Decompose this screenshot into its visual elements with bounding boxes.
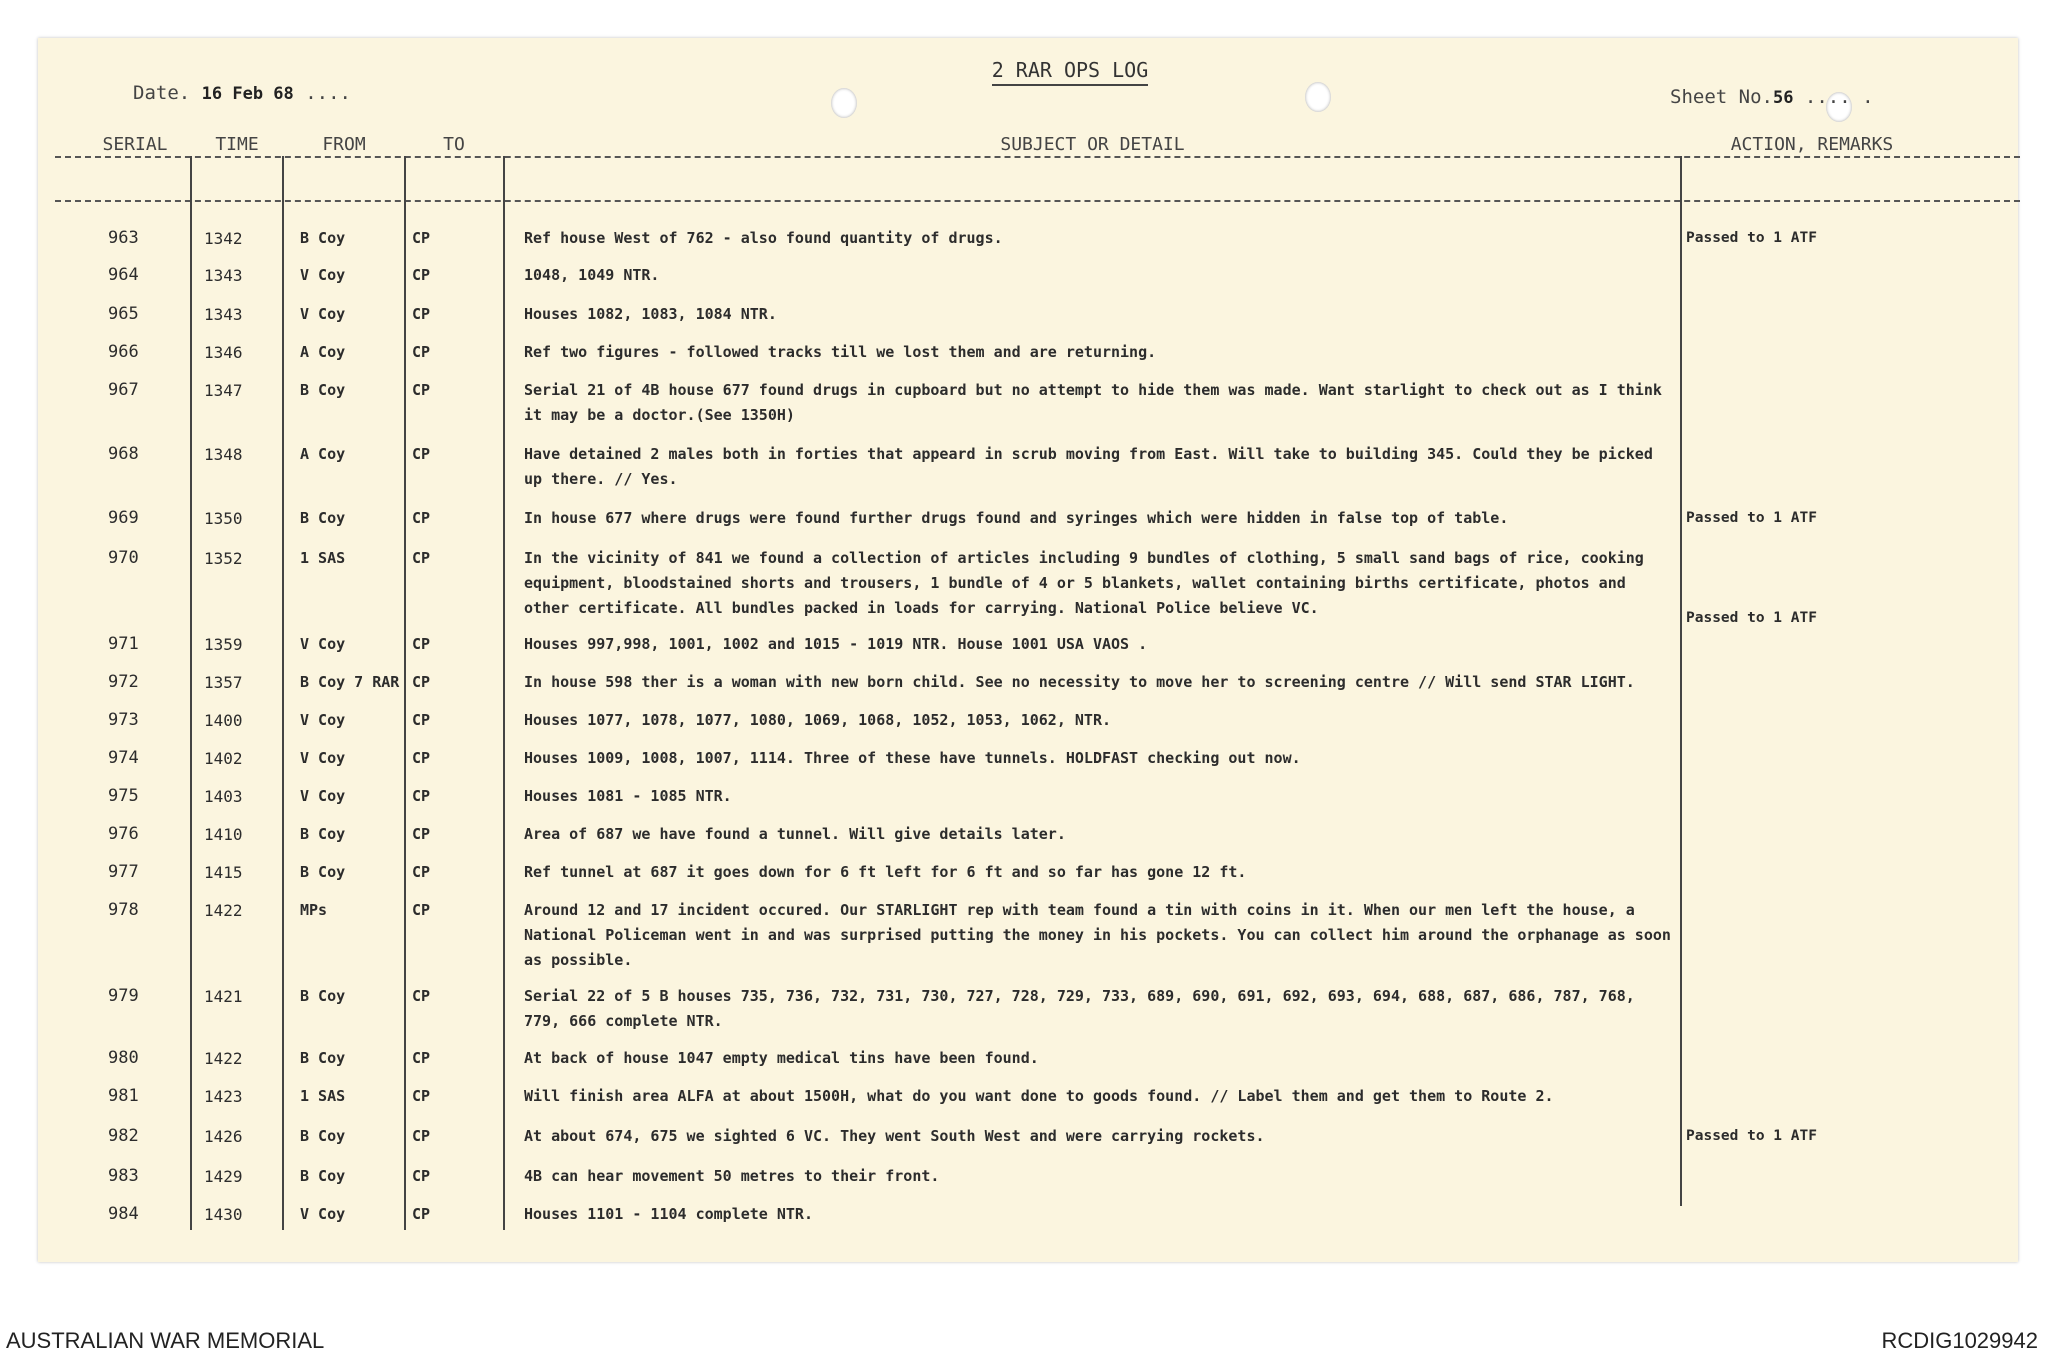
- time-cell: 1429: [204, 1167, 243, 1186]
- to-cell: CP: [412, 509, 431, 527]
- time-cell: 1421: [204, 987, 243, 1006]
- time-cell: 1415: [204, 863, 243, 882]
- header-subject-detail: SUBJECT OR DETAIL: [1000, 134, 1185, 155]
- serial-cell: 968: [108, 444, 139, 464]
- time-cell: 1426: [204, 1127, 243, 1146]
- header-time: TIME: [215, 134, 259, 155]
- detail-cell: Area of 687 we have found a tunnel. Will give details later.: [524, 825, 1066, 843]
- from-cell: B Coy: [300, 863, 346, 881]
- from-cell: B Coy: [300, 1049, 346, 1067]
- from-cell: V Coy: [300, 266, 346, 284]
- time-cell: 1357: [204, 673, 243, 692]
- column-divider: [1680, 156, 1682, 1206]
- serial-cell: 981: [108, 1086, 139, 1106]
- time-cell: 1352: [204, 549, 243, 568]
- detail-cell: Houses 1101 - 1104 complete NTR.: [524, 1205, 813, 1223]
- to-cell: CP: [412, 229, 431, 247]
- detail-cell: Will finish area ALFA at about 1500H, what do you want done to goods found. // Label them and get them to Route 2.: [524, 1087, 1554, 1105]
- time-cell: 1350: [204, 509, 243, 528]
- from-cell: B Coy: [300, 1167, 346, 1185]
- to-cell: CP: [412, 711, 431, 729]
- time-cell: 1402: [204, 749, 243, 768]
- action-cell: Passed to 1 ATF: [1686, 510, 1817, 526]
- to-cell: CP: [412, 749, 431, 767]
- to-cell: CP: [412, 673, 431, 691]
- column-divider: [190, 156, 192, 1230]
- to-cell: CP: [412, 863, 431, 881]
- serial-cell: 963: [108, 228, 139, 248]
- serial-cell: 966: [108, 342, 139, 362]
- to-cell: CP: [412, 987, 431, 1005]
- from-cell: 1 SAS: [300, 1087, 346, 1105]
- header-from: FROM: [322, 134, 366, 155]
- detail-cell: Houses 1009, 1008, 1007, 1114. Three of these have tunnels. HOLDFAST checking out now.: [524, 749, 1301, 767]
- from-cell: V Coy: [300, 787, 346, 805]
- action-cell: Passed to 1 ATF: [1686, 1128, 1817, 1144]
- to-cell: CP: [412, 825, 431, 843]
- punch-hole: [1305, 82, 1331, 112]
- serial-cell: 984: [108, 1204, 139, 1224]
- detail-cell: Have detained 2 males both in forties that appeard in scrub moving from East. Will take to building 345. Could they be picked up there. // Yes.: [524, 445, 1653, 488]
- from-cell: A Coy: [300, 445, 346, 463]
- serial-cell: 964: [108, 265, 139, 285]
- date-value: 16 Feb 68: [201, 84, 294, 104]
- from-cell: V Coy: [300, 711, 346, 729]
- detail-cell: Houses 997,998, 1001, 1002 and 1015 - 1019 NTR. House 1001 USA VAOS .: [524, 635, 1148, 653]
- from-cell: A Coy: [300, 343, 346, 361]
- to-cell: CP: [412, 381, 431, 399]
- to-cell: CP: [412, 1049, 431, 1067]
- from-cell: V Coy: [300, 749, 346, 767]
- detail-cell: In house 598 ther is a woman with new born child. See no necessity to move her to screening centre // Will send STAR LIGHT.: [524, 673, 1635, 691]
- time-cell: 1423: [204, 1087, 243, 1106]
- from-cell: B Coy: [300, 1127, 346, 1145]
- time-cell: 1359: [204, 635, 243, 654]
- to-cell: CP: [412, 1167, 431, 1185]
- detail-cell: In the vicinity of 841 we found a collection of articles including 9 bundles of clothing, 5 small sand bags of rice, cooking equipment, bloodstained shorts and trousers, 1 bundle of 4 or 5 blankets, wallet containing births certificate, photos and other certificate. All bundles packed in loads for carrying. National Police believe VC.: [524, 549, 1644, 617]
- detail-cell: Around 12 and 17 incident occured. Our STARLIGHT rep with team found a tin with coins in it. When our men left the house, a National Policeman went in and was surprised putting the money in his pockets. You can collect him around the orphanage as soon as possible.: [524, 901, 1671, 969]
- time-cell: 1410: [204, 825, 243, 844]
- to-cell: CP: [412, 549, 431, 567]
- detail-cell: Houses 1081 - 1085 NTR.: [524, 787, 732, 805]
- serial-cell: 978: [108, 900, 139, 920]
- action-cell: Passed to 1 ATF: [1686, 610, 1817, 626]
- detail-cell: Ref two figures - followed tracks till we lost them and are returning.: [524, 343, 1157, 361]
- time-cell: 1347: [204, 381, 243, 400]
- detail-cell: Ref house West of 762 - also found quantity of drugs.: [524, 229, 1003, 247]
- time-cell: 1348: [204, 445, 243, 464]
- detail-cell: Houses 1077, 1078, 1077, 1080, 1069, 1068, 1052, 1053, 1062, NTR.: [524, 711, 1111, 729]
- from-cell: B Coy 7 RAR: [300, 673, 400, 691]
- from-cell: B Coy: [300, 509, 346, 527]
- sheet-number-value: 56: [1772, 88, 1794, 108]
- to-cell: CP: [412, 1127, 431, 1145]
- from-cell: 1 SAS: [300, 549, 346, 567]
- detail-cell: At about 674, 675 we sighted 6 VC. They went South West and were carrying rockets.: [524, 1127, 1265, 1145]
- detail-cell: Ref tunnel at 687 it goes down for 6 ft left for 6 ft and so far has gone 12 ft.: [524, 863, 1247, 881]
- sheet-number-field: Sheet No.56 .... .: [1670, 86, 1874, 108]
- to-cell: CP: [412, 1087, 431, 1105]
- serial-cell: 973: [108, 710, 139, 730]
- detail-cell: 1048, 1049 NTR.: [524, 266, 660, 284]
- date-field: Date. 16 Feb 68 ....: [133, 82, 351, 104]
- log-title: 2 RAR OPS LOG: [920, 58, 1220, 82]
- serial-cell: 965: [108, 304, 139, 324]
- from-cell: V Coy: [300, 635, 346, 653]
- serial-cell: 983: [108, 1166, 139, 1186]
- detail-cell: Serial 22 of 5 B houses 735, 736, 732, 731, 730, 727, 728, 729, 733, 689, 690, 691, 692, 693, 694, 688, 687, 686, 787, 768, 779, 666 complete NTR.: [524, 987, 1635, 1030]
- archive-credit: AUSTRALIAN WAR MEMORIAL: [6, 1328, 325, 1353]
- time-cell: 1422: [204, 1049, 243, 1068]
- time-cell: 1346: [204, 343, 243, 362]
- from-cell: B Coy: [300, 381, 346, 399]
- from-cell: B Coy: [300, 825, 346, 843]
- time-cell: 1342: [204, 229, 243, 248]
- time-cell: 1430: [204, 1205, 243, 1224]
- serial-cell: 982: [108, 1126, 139, 1146]
- serial-cell: 970: [108, 548, 139, 568]
- from-cell: B Coy: [300, 987, 346, 1005]
- serial-cell: 976: [108, 824, 139, 844]
- serial-cell: 977: [108, 862, 139, 882]
- serial-cell: 969: [108, 508, 139, 528]
- archive-reference: RCDIG1029942: [1881, 1328, 2038, 1353]
- time-cell: 1422: [204, 901, 243, 920]
- serial-cell: 980: [108, 1048, 139, 1068]
- column-divider: [282, 156, 284, 1230]
- from-cell: B Coy: [300, 229, 346, 247]
- detail-cell: Serial 21 of 4B house 677 found drugs in cupboard but no attempt to hide them was made. Want starlight to check out as I think it may be a doctor.(See 1350H): [524, 381, 1662, 424]
- serial-cell: 979: [108, 986, 139, 1006]
- to-cell: CP: [412, 445, 431, 463]
- to-cell: CP: [412, 266, 431, 284]
- header-to: TO: [443, 134, 465, 155]
- serial-cell: 974: [108, 748, 139, 768]
- serial-cell: 971: [108, 634, 139, 654]
- time-cell: 1400: [204, 711, 243, 730]
- to-cell: CP: [412, 305, 431, 323]
- from-cell: MPs: [300, 901, 328, 919]
- header-bottom-rule: [55, 200, 2020, 202]
- time-cell: 1343: [204, 305, 243, 324]
- serial-cell: 975: [108, 786, 139, 806]
- to-cell: CP: [412, 343, 431, 361]
- time-cell: 1403: [204, 787, 243, 806]
- to-cell: CP: [412, 787, 431, 805]
- action-cell: Passed to 1 ATF: [1686, 230, 1817, 246]
- time-cell: 1343: [204, 266, 243, 285]
- detail-cell: Houses 1082, 1083, 1084 NTR.: [524, 305, 777, 323]
- column-divider: [503, 156, 505, 1230]
- serial-cell: 972: [108, 672, 139, 692]
- serial-cell: 967: [108, 380, 139, 400]
- punch-hole: [831, 88, 857, 118]
- to-cell: CP: [412, 635, 431, 653]
- detail-cell: 4B can hear movement 50 metres to their front.: [524, 1167, 940, 1185]
- header-serial: SERIAL: [102, 134, 168, 155]
- to-cell: CP: [412, 1205, 431, 1223]
- detail-cell: In house 677 where drugs were found further drugs found and syringes which were hidden in false top of table.: [524, 509, 1509, 527]
- to-cell: CP: [412, 901, 431, 919]
- from-cell: V Coy: [300, 305, 346, 323]
- detail-cell: At back of house 1047 empty medical tins have been found.: [524, 1049, 1039, 1067]
- header-action-remarks: ACTION, REMARKS: [1730, 134, 1894, 155]
- from-cell: V Coy: [300, 1205, 346, 1223]
